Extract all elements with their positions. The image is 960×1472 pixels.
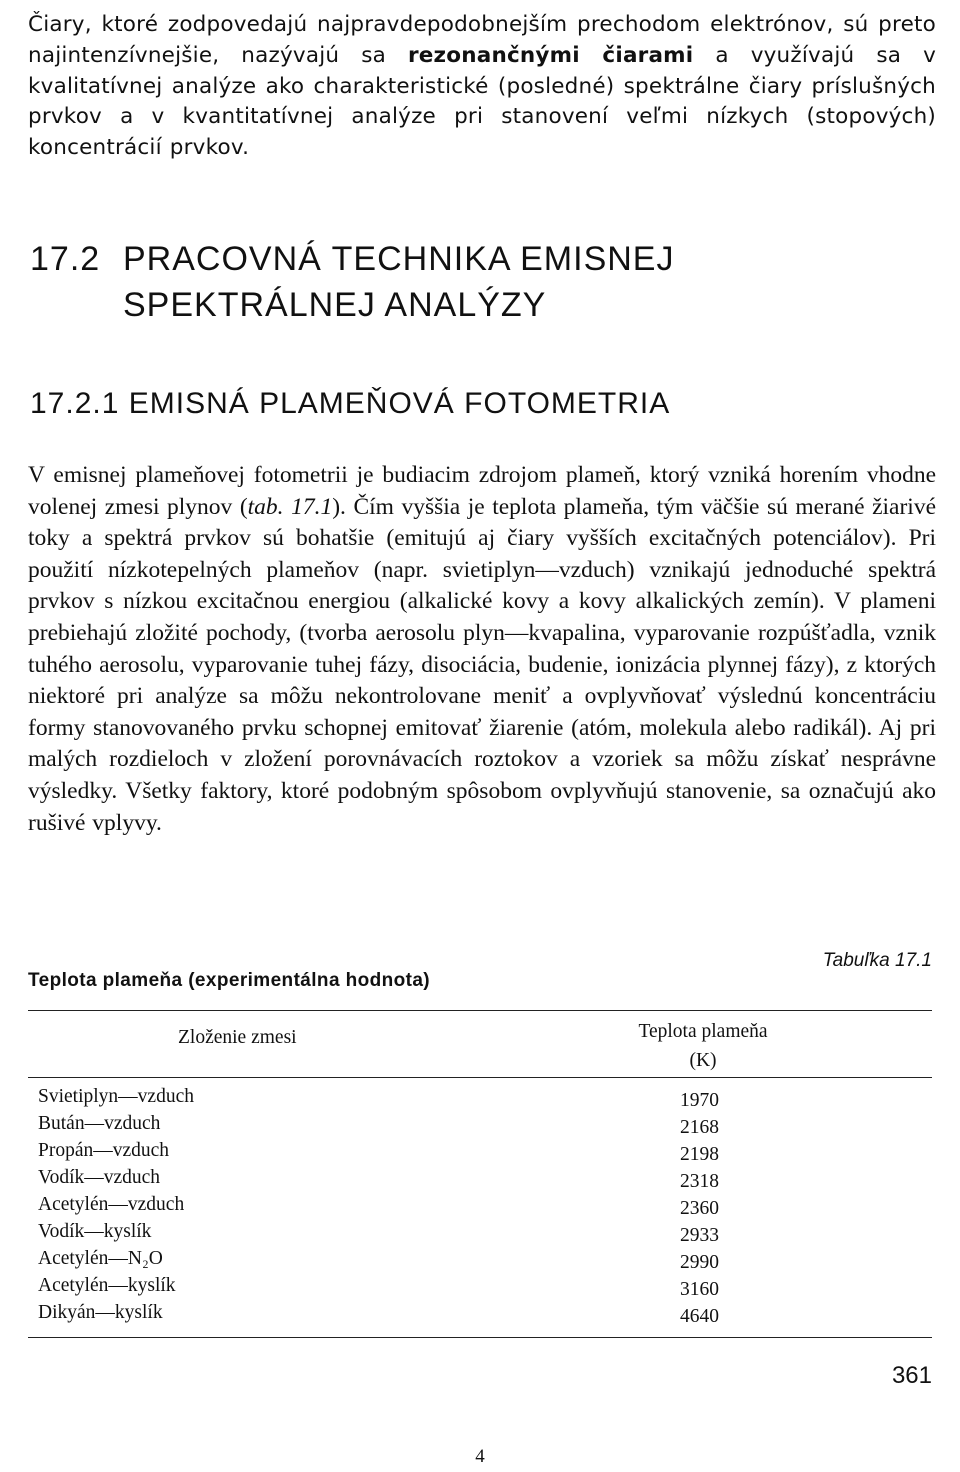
section-title-line2: SPEKTRÁLNEJ ANALÝZY <box>123 286 547 324</box>
table-label: Tabuľka 17.1 <box>822 950 932 971</box>
temperature-cell: 2990 <box>680 1252 719 1273</box>
subsection-heading: 17.2.1 EMISNÁ PLAMEŇOVÁ FOTOMETRIA <box>30 387 671 420</box>
table-row <box>28 1245 932 1272</box>
table-row <box>28 1164 932 1191</box>
body-text-after: ). Čím vyššia je teplota plameňa, tým väčšie sú merané žiarivé toky a spektrá prvkov sú bohatšie (emitujú aj čiary vyšších excitačných potenciálov). Pri použití nízkotepelných plameňov (napr. svietiplyn—vzduch) vznikajú jednoduché spektrá prvkov s nízkou excitačnou energiou (alkalické kovy a kovy alkalických zemín). V plameni prebiehajú zložité pochody, (tvorba aerosolu plyn—kvapalina, vyparovanie rozpúšťadla, vznik tuhého aerosolu, vyparovanie tuhej fázy, disociácia, budenie, ionizácia plynnej fázy), z ktorých niektoré pri analýze sa môžu nekontrolovane meniť a ovplyvňovať výslednú koncentráciu formy stanovovaného prvku schopnej emitovať žiarenie (atóm, molekula alebo radikál). Aj pri malých rozdieloch v zložení porovnávacích roztokov a vzoriek sa môžu získať nesprávne výsledky. Všetky faktory, ktoré podobným spôsobom ovplyvňujú stanovenie, sa označujú ako rušivé vplyvy. <box>28 493 936 836</box>
table-row <box>28 1272 932 1299</box>
table-caption: Teplota plameňa (experimentálna hodnota) <box>28 970 431 991</box>
column-header-mixture: Zloženie zmesi <box>178 1027 297 1048</box>
column-header-temperature-unit: (K) <box>689 1050 717 1071</box>
table-row <box>28 1137 932 1164</box>
temperature-cell: 2168 <box>680 1117 719 1138</box>
temperature-cell: 2360 <box>680 1198 719 1219</box>
footer-page-number: 4 <box>475 1446 485 1467</box>
column-header-temperature <box>618 1017 788 1075</box>
table-row <box>28 1191 932 1218</box>
mixture-cell: Vodík—kyslík <box>38 1221 152 1242</box>
section-heading <box>30 236 675 328</box>
table-row <box>28 1218 932 1245</box>
intro-text-before: Čiary, ktoré zodpovedajú najpravdepodobnejším prechodom elektrónov, sú preto najintenzívnejšie, nazývajú sa <box>28 12 936 68</box>
mixture-cell: Vodík—vzduch <box>38 1167 161 1188</box>
mixture-cell: Bután—vzduch <box>38 1113 161 1134</box>
table-row <box>28 1299 932 1326</box>
table-body <box>28 1083 932 1326</box>
flame-temperature-table <box>28 1010 932 1338</box>
intro-bold-term: rezonančnými čiarami <box>407 42 694 68</box>
temperature-cell: 3160 <box>680 1279 719 1300</box>
mixture-cell: Acetylén—kyslík <box>38 1275 176 1296</box>
table-row <box>28 1083 932 1110</box>
body-text-before: V emisnej plameňovej fotometrii je budiacim zdrojom plameň, ktorý vzniká horením vhodne volenej zmesi plynov ( <box>28 462 936 520</box>
mixture-cell: Acetylén—N₂O <box>38 1248 163 1269</box>
intro-text-after: a využívajú sa v kvalitatívnej analýze ako charakteristické (posledné) spektrálne čiary príslušných prvkov a v kvantitatívnej analýze pri stanovení veľmi nízkych (stopových) koncentrácií prvkov. <box>28 42 937 161</box>
body-paragraph <box>28 460 936 839</box>
intro-paragraph <box>28 10 936 164</box>
table-header-row <box>28 1011 932 1078</box>
mixture-cell: Svietiplyn—vzduch <box>38 1086 194 1107</box>
table-row <box>28 1110 932 1137</box>
temperature-cell: 2933 <box>680 1225 719 1246</box>
mixture-cell: Dikyán—kyslík <box>38 1302 163 1323</box>
temperature-cell: 1970 <box>680 1090 719 1111</box>
mixture-cell: Acetylén—vzduch <box>38 1194 185 1215</box>
mixture-cell: Propán—vzduch <box>38 1140 170 1161</box>
temperature-cell: 4640 <box>680 1306 719 1327</box>
table-reference: tab. 17.1 <box>247 493 333 520</box>
section-number: 17.2 <box>30 240 101 278</box>
column-header-temperature-line1: Teplota plameňa <box>638 1021 768 1042</box>
temperature-cell: 2318 <box>680 1171 719 1192</box>
page-number: 361 <box>891 1362 932 1389</box>
temperature-cell: 2198 <box>680 1144 719 1165</box>
section-title-line1: PRACOVNÁ TECHNIKA EMISNEJ <box>123 240 675 278</box>
